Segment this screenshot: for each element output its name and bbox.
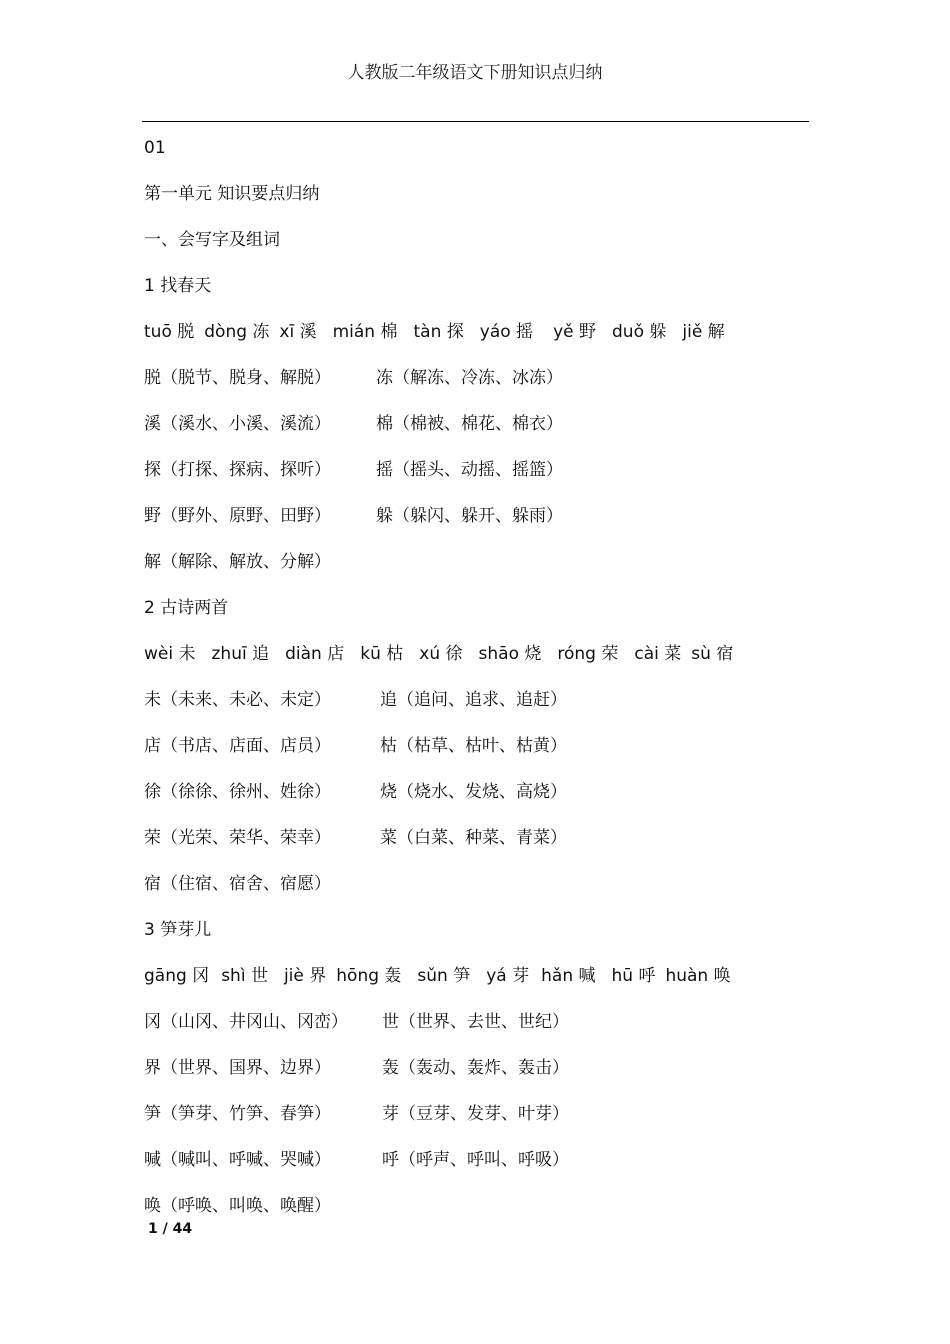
word-group-left: 徐（徐徐、徐州、姓徐） — [144, 782, 331, 802]
pinyin-character: shāo 烧 — [478, 644, 542, 664]
lesson-title: 2 古诗两首 — [144, 598, 229, 618]
word-group-row — [144, 778, 824, 824]
word-group-row — [144, 870, 824, 916]
pinyin-character: hǎn 喊 — [541, 966, 596, 986]
word-group-right: 菜（白菜、种菜、青菜） — [380, 828, 567, 848]
word-group-row — [144, 456, 824, 502]
word-group-right: 烧（烧水、发烧、高烧） — [380, 782, 567, 802]
pinyin-character: zhuī 追 — [211, 644, 270, 664]
word-group-right: 冻（解冻、冷冻、冰冻） — [376, 368, 563, 388]
pinyin-character: hōng 轰 — [336, 966, 402, 986]
page-separator: / — [162, 1221, 168, 1237]
page-number — [148, 1221, 192, 1237]
pinyin-character: duǒ 躲 — [612, 322, 667, 342]
word-group-left: 荣（光荣、荣华、荣幸） — [144, 828, 331, 848]
word-group-left: 喊（喊叫、呼喊、哭喊） — [144, 1150, 331, 1170]
word-group-row — [144, 1008, 824, 1054]
current-page: 1 — [148, 1221, 158, 1237]
word-group-left: 野（野外、原野、田野） — [144, 506, 331, 526]
word-group-right: 轰（轰动、轰炸、轰击） — [382, 1058, 569, 1078]
pinyin-character: huàn 唤 — [665, 966, 731, 986]
pinyin-character: yá 芽 — [486, 966, 530, 986]
document-body — [144, 134, 824, 1238]
pinyin-row — [144, 640, 824, 686]
word-group-right: 追（追问、追求、追赶） — [380, 690, 567, 710]
pinyin-character: shì 世 — [221, 966, 268, 986]
pinyin-character: jiè 界 — [283, 966, 327, 986]
word-group-right: 躲（躲闪、躲开、躲雨） — [376, 506, 563, 526]
pinyin-character: xú 徐 — [419, 644, 463, 664]
word-group-row — [144, 364, 824, 410]
pinyin-character: kū 枯 — [360, 644, 404, 664]
word-group-left: 溪（溪水、小溪、溪流） — [144, 414, 331, 434]
word-group-right: 芽（豆芽、发芽、叶芽） — [382, 1104, 569, 1124]
word-group-left: 脱（脱节、脱身、解脱） — [144, 368, 331, 388]
word-group-row — [144, 1146, 824, 1192]
unit-title: 第一单元 知识要点归纳 — [144, 184, 320, 204]
word-group-right: 枯（枯草、枯叶、枯黄） — [380, 736, 567, 756]
pinyin-character: gāng 冈 — [144, 966, 210, 986]
pinyin-character: sù 宿 — [691, 644, 734, 664]
pinyin-character: yě 野 — [553, 322, 596, 342]
word-group-left: 冈（山冈、井冈山、冈峦） — [144, 1012, 348, 1032]
word-group-row — [144, 1192, 824, 1238]
word-group-row — [144, 686, 824, 732]
lesson-title: 3 笋芽儿 — [144, 920, 212, 940]
pinyin-character: diàn 店 — [285, 644, 345, 664]
pinyin-character: mián 棉 — [332, 322, 398, 342]
pinyin-character: wèi 未 — [144, 644, 196, 664]
part-title: 一、会写字及组词 — [144, 230, 280, 250]
pinyin-character: jiě 解 — [682, 322, 725, 342]
pinyin-character: tàn 探 — [413, 322, 464, 342]
word-group-row — [144, 502, 824, 548]
header-divider — [142, 121, 809, 122]
total-pages: 44 — [172, 1221, 193, 1237]
word-group-right: 棉（棉被、棉花、棉衣） — [376, 414, 563, 434]
word-group-right: 世（世界、去世、世纪） — [382, 1012, 569, 1032]
word-group-row — [144, 1054, 824, 1100]
section-number: 01 — [144, 138, 166, 158]
word-group-left: 店（书店、店面、店员） — [144, 736, 331, 756]
word-group-row — [144, 410, 824, 456]
word-group-row — [144, 548, 824, 594]
word-group-right: 摇（摇头、动摇、摇篮） — [376, 460, 563, 480]
word-group-row — [144, 732, 824, 778]
word-group-right: 呼（呼声、呼叫、呼吸） — [382, 1150, 569, 1170]
pinyin-row — [144, 962, 824, 1008]
word-group-left: 解（解除、解放、分解） — [144, 552, 331, 572]
pinyin-character: yáo 摇 — [479, 322, 534, 342]
word-group-left: 笋（笋芽、竹笋、春笋） — [144, 1104, 331, 1124]
pinyin-row — [144, 318, 824, 364]
pinyin-character: tuō 脱 — [144, 322, 195, 342]
lesson-title: 1 找春天 — [144, 276, 212, 296]
word-group-row — [144, 1100, 824, 1146]
pinyin-character: dòng 冻 — [204, 322, 270, 342]
word-group-row — [144, 824, 824, 870]
pinyin-character: cài 菜 — [634, 644, 682, 664]
word-group-left: 唤（呼唤、叫唤、唤醒） — [144, 1196, 331, 1216]
pinyin-character: róng 荣 — [557, 644, 619, 664]
word-group-left: 界（世界、国界、边界） — [144, 1058, 331, 1078]
word-group-left: 未（未来、未必、未定） — [144, 690, 331, 710]
word-group-left: 宿（住宿、宿舍、宿愿） — [144, 874, 331, 894]
pinyin-character: hū 呼 — [611, 966, 656, 986]
pinyin-character: xī 溪 — [279, 322, 317, 342]
pinyin-character: sǔn 笋 — [417, 966, 471, 986]
document-header-title: 人教版二年级语文下册知识点归纳 — [347, 63, 603, 83]
lessons-list — [144, 272, 824, 1238]
word-group-left: 探（打探、探病、探听） — [144, 460, 331, 480]
